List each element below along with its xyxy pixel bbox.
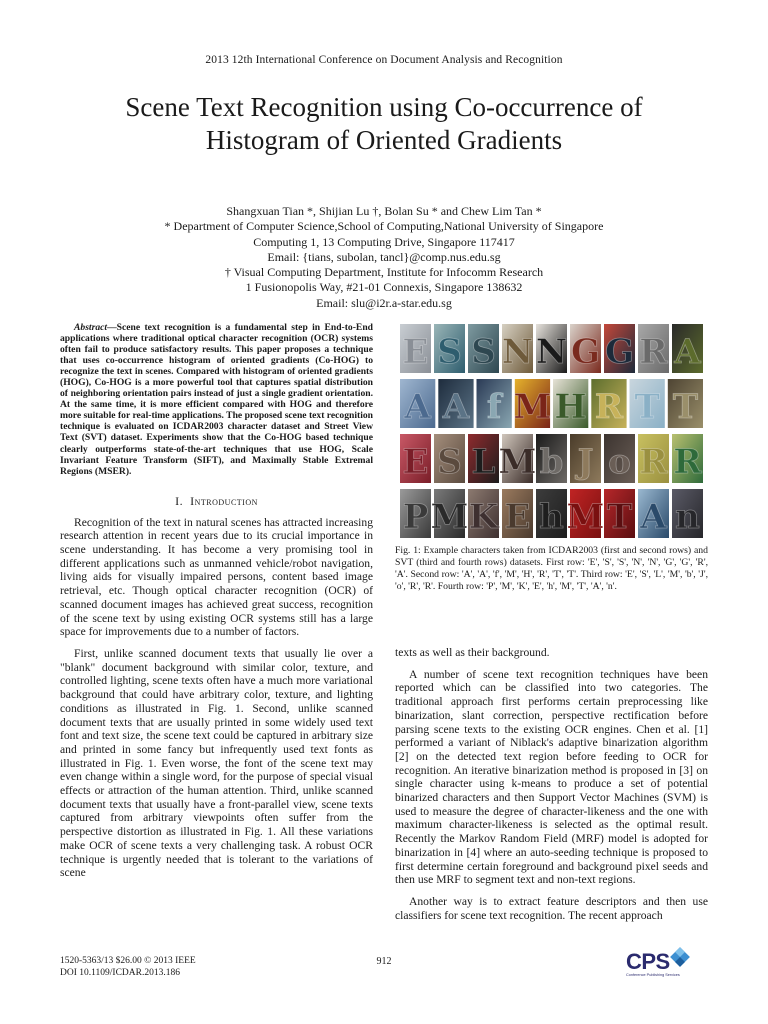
character-glyph: R <box>639 332 668 372</box>
title-line-2: Histogram of Oriented Gradients <box>205 125 563 155</box>
character-glyph: K <box>468 497 499 537</box>
character-glyph: A <box>442 387 470 427</box>
footer-doi: DOI 10.1109/ICDAR.2013.186 <box>60 967 180 978</box>
character-glyph: o <box>608 442 631 482</box>
affiliation-2-address: 1 Fusionopolis Way, #21-01 Connexis, Singapore 138632 <box>245 280 523 295</box>
affiliation-1: * Department of Computer Science,School of Computing,National University of Singapore <box>164 219 604 234</box>
figure-1-caption: Fig. 1: Example characters taken from ICDAR2003 (first and second rows) and SVT (third and fourth rows) datasets. First row: 'E', 'S', 'S', 'N', 'N', 'G', 'G', 'R', 'A'. Second row: 'A', 'A', 'f', 'M', 'H', 'R', 'T', 'T'. Third row: 'E', 'S', 'L', 'M', 'b', 'J', 'o', 'R', 'R'. Fourth row: 'P', 'M', 'K', 'E', 'h', 'M', 'T', 'A', 'n'. <box>395 545 708 593</box>
author-names: Shangxuan Tian *, Shijian Lu †, Bolan Su * and Chew Lim Tan * <box>226 204 542 218</box>
character-glyph: S <box>471 332 496 372</box>
page-number: 912 <box>376 956 392 967</box>
abstract-lead: Abstract <box>74 322 108 333</box>
character-glyph: M <box>513 387 552 427</box>
character-glyph: R <box>594 387 624 427</box>
character-samples-image <box>400 322 703 540</box>
character-glyph: A <box>674 332 701 372</box>
left-column <box>60 322 373 880</box>
character-glyph: h <box>539 497 564 537</box>
intro-paragraph-1: Recognition of the text in natural scenes has attracted increasing research attention in recent years due to its crucial importance in scene understanding. It has become a very promising tool in different applications such as unmanned vehicle/robot navigation, living aids for visually impaired persons, content based image retrieval, etc. Though optical character recognition (OCR) of scanned document images has achieved great success, recognition of the scene text by using existing OCR systems still has a large space for improvements due to a number of factors. <box>60 515 373 639</box>
cps-logo-subtitle: Conference Publishing Services <box>626 973 680 977</box>
character-glyph: J <box>577 442 594 482</box>
character-glyph: T <box>606 497 633 537</box>
abstract-text: —Scene text recognition is a fundamental step in End-to-End applications where traditional optical character recognition (OCR) systems often fail to produce satisfactory results. This paper proposes a technique that uses co-occurrence histogram of oriented gradients (Co-HOG) to recognize the text in scenes. Compared with histogram of oriented gradients (HOG), Co-HOG is a more powerful tool that captures spatial distribution of neighboring orientation pairs instead of just a single gradient orientation. At the same time, it is more efficient compared with HOG and therefore more suitable for real-time applications. The proposed scene text recognition technique is evaluated on ICDAR2003 character dataset and Street View Text (SVT) dataset. Experiments show that the Co-HOG based technique clearly outperforms state-of-the-art techniques that use HOG, Scale Invariant Feature Transform (SIFT), and Maximally Stable Extremal Regions (MSER). <box>60 322 373 477</box>
character-glyph: E <box>402 332 429 372</box>
character-glyph: T <box>672 387 699 427</box>
character-glyph: b <box>539 442 564 482</box>
character-glyph: N <box>535 332 568 372</box>
abstract <box>60 322 373 477</box>
character-glyph: S <box>437 332 462 372</box>
character-glyph: M <box>566 497 605 537</box>
character-glyph: H <box>554 387 587 427</box>
right-column <box>395 646 708 922</box>
character-glyph: E <box>504 497 531 537</box>
right-paragraph-2: A number of scene text recognition techniques have been reported which can be classified into two categories. The traditional approach first performs certain preprocessing like binarization, slant correction, perspective rectification before parsing scene texts to the existing OCR engines. Chen et al. [1] performed a variant of Niblack's adaptive binarization algorithm [2] on the detected text region before feeding to OCR for recognition. An iterative binarization method is proposed in [3] on single character using k-means to produce a set of potential binarized characters and then Support Vector Machines (SVM) is used to measure the degree of character-likeness and the one with maximum character-likeness is selected as the optimal result. Recently the Markov Random Field (MRF) model is adopted for binarization in [4] where an auto-seeding technique is proposed to first determine certain foreground and background pixel seeds and then use MRF to segment text and non-text regions. <box>395 667 708 887</box>
character-glyph: A <box>640 497 667 537</box>
character-glyph: M <box>498 442 537 482</box>
character-glyph: E <box>402 442 429 482</box>
character-glyph: L <box>471 442 496 482</box>
character-glyph: n <box>675 497 700 537</box>
character-glyph: T <box>634 387 660 427</box>
character-glyph: R <box>639 442 668 482</box>
character-glyph: A <box>404 387 431 427</box>
title-line-1: Scene Text Recognition using Co-occurrence of <box>125 92 643 122</box>
affiliation-1-address: Computing 1, 13 Computing Drive, Singapore 117417 <box>253 234 515 249</box>
affiliation-2-email: Email: slu@i2r.a-star.edu.sg <box>316 295 452 310</box>
section-number: I. <box>175 493 184 508</box>
affiliation-1-email: Email: {tians, subolan, tancl}@comp.nus.edu.sg <box>267 249 501 264</box>
author-block <box>60 204 708 311</box>
figure-1-character-grid <box>400 322 703 540</box>
cps-logo-text: CPS <box>626 949 670 974</box>
intro-paragraph-2: First, unlike scanned document texts that usually lie over a "blank" document background with similar color, texture, and controlled lighting, scene texts often have a much more variational background that could have arbitrary color, texture, and lighting conditions as illustrated in Fig. 1. Second, unlike scanned document texts that are usually printed in some widely used text font and text size, the scene text could be captured in arbitrary size and printed in some fancy but infrequently used text fonts as illustrated in Fig. 1. Even worse, the font of the scene text may even change within a single word, for the purpose of special visual effects or attraction of the human attention. Third, unlike scanned document texts that usually have a front-parallel view, scene texts captured from arbitrary viewpoints often suffer from the perspective distortion as illustrated in Fig. 1. All these variations make OCR of scene texts a very challenging task. A robust OCR technique is urgently needed that is tolerant to the variations of scene <box>60 646 373 880</box>
affiliation-2: † Visual Computing Department, Institute for Infocomm Research <box>224 265 544 280</box>
character-glyph: G <box>570 332 601 372</box>
character-glyph: M <box>430 497 469 537</box>
character-glyph: f <box>486 387 502 427</box>
character-glyph: P <box>402 497 429 537</box>
character-glyph: R <box>673 442 702 482</box>
character-glyph: N <box>501 332 534 372</box>
right-paragraph-3: Another way is to extract feature descriptors and then use classifiers for scene text recognition. The recent approach <box>395 894 708 922</box>
paper-title <box>60 91 708 157</box>
character-glyph: S <box>437 442 462 482</box>
conference-header: 2013 12th International Conference on Document Analysis and Recognition <box>205 54 563 66</box>
footer-issn: 1520-5363/13 $26.00 © 2013 IEEE <box>60 956 196 966</box>
right-paragraph-continuation: texts as well as their background. <box>395 646 550 659</box>
character-glyph: G <box>604 332 635 372</box>
section-heading-introduction <box>60 494 373 509</box>
section-title: Introduction <box>190 493 258 508</box>
